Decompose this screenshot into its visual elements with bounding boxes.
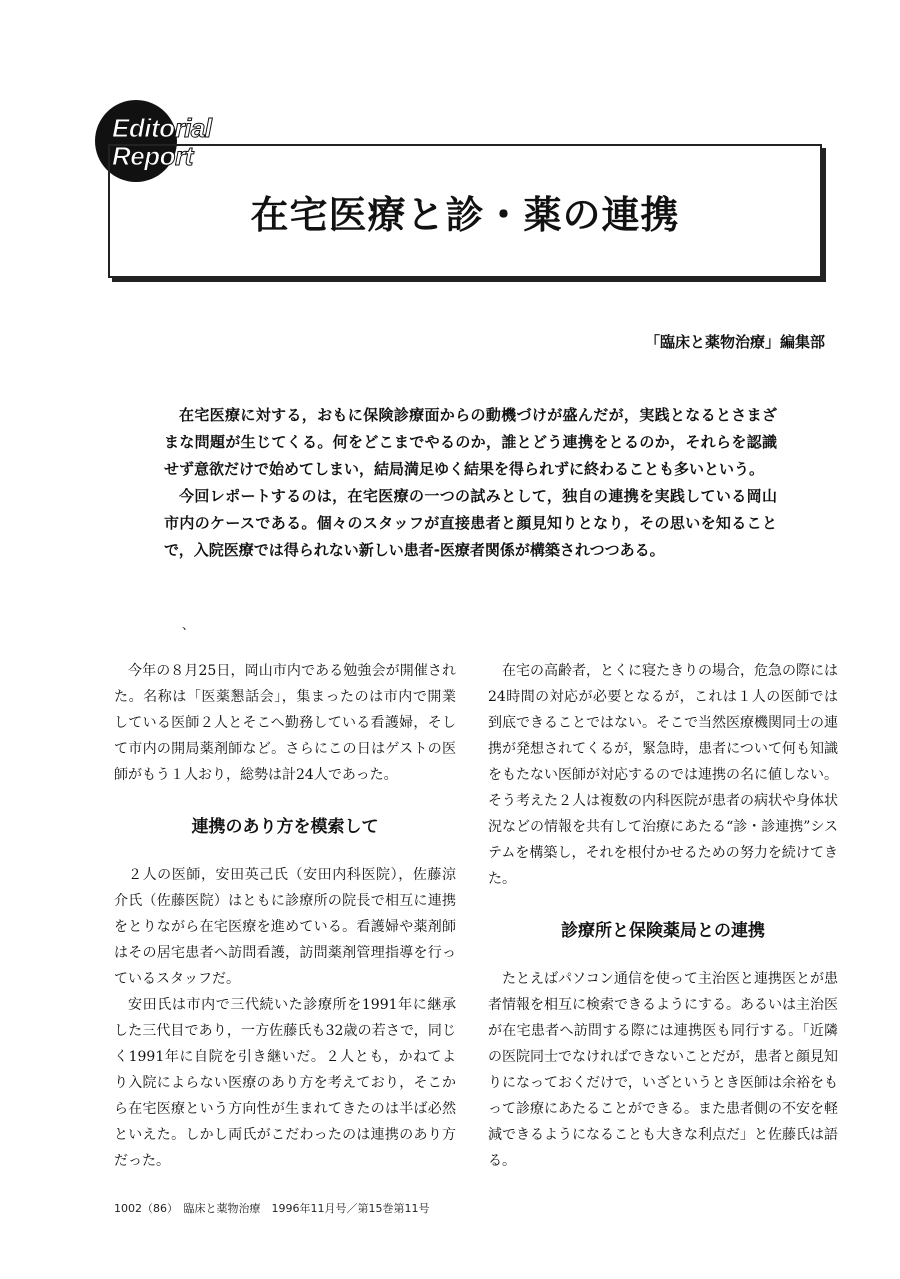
right-column bbox=[488, 658, 838, 1174]
section-heading: 連携のあり方を模索して bbox=[191, 817, 379, 837]
body-paragraph: 今年の８月25日，岡山市内である勉強会が開催された。名称は「医薬懇話会」，集まったのは市内で開業している医師２人とそこへ勤務している看護婦，そして市内の開局薬剤師など。さらにこの日はゲストの医師がもう１人おり，総勢は計24人であった。 bbox=[114, 663, 456, 783]
badge-line-2: Report bbox=[112, 141, 193, 171]
lead-paragraph-1: 在宅医療に対する，おもに保険診療面からの動機づけが盛んだが，実践となるとさまざまな問題が生じてくる。何をどこまでやるのか，誰とどう連携をとるのか，それらを認識せず意欲だけで始めてしまい，結局満足ゆく結果を得られずに終わることも多いという。 bbox=[164, 406, 777, 478]
body-paragraph: ２人の医師，安田英己氏（安田内科医院），佐藤涼介氏（佐藤医院）はともに診療所の院長で相互に連携をとりながら在宅医療を進めている。看護婦や薬剤師はその居宅患者へ訪問看護，訪問薬剤管理指導を行っているスタッフだ。 bbox=[114, 867, 456, 987]
article-title: 在宅医療と診・薬の連携 bbox=[250, 192, 680, 237]
editor-credit: 「臨床と薬物治療」編集部 bbox=[644, 333, 825, 351]
body-paragraph: 在宅の高齢者，とくに寝たきりの場合，危急の際には24時間の対応が必要となるが，これは１人の医師では到底できることではない。そこで当然医療機関同士の連携が発想されてくるが，緊急時，患者について何も知識をもたない医師が対応するのでは連携の名に値しない。そう考えた２人は複数の内科医院が患者の病状や身体状況などの情報を共有して治療にあたる“診・診連携”システムを構築し，それを根付かせるための努力を続けてきた。 bbox=[488, 663, 838, 887]
stray-mark: 、 bbox=[182, 618, 195, 632]
page-footer: 1002（86） 臨床と薬物治療 1996年11月号／第15巻第11号 bbox=[114, 1202, 430, 1215]
body-paragraph: たとえばパソコン通信を使って主治医と連携医とが患者情報を相互に検索できるようにする。あるいは主治医が在宅患者へ訪問する際には連携医も同行する。「近隣の医院同士でなければできないことだが，患者と顔見知りになっておくだけで，いざというとき医師は余裕をもって診療にあたることができる。また患者側の不安を軽減できるようになることも大きな利点だ」と佐藤氏は語る。 bbox=[488, 971, 838, 1169]
section-heading: 診療所と保険薬局との連携 bbox=[561, 921, 765, 941]
title-box bbox=[108, 141, 822, 278]
left-column bbox=[114, 658, 456, 1174]
body-paragraph: 安田氏は市内で三代続いた診療所を1991年に継承した三代目であり，一方佐藤氏も32歳の若さで，同じく1991年に自院を引き継いだ。２人とも，かねてより入院によらない医療のあり方を考えており，そこから在宅医療という方向性が生まれてきたのは半ば必然といえた。しかし両氏がこだわったのは連携のあり方だった。 bbox=[114, 997, 456, 1169]
lead-paragraph-2: 今回レポートするのは，在宅医療の一つの試みとして，独自の連携を実践している岡山市内のケースである。個々のスタッフが直接患者と顔見知りとなり，その思いを知ることで，入院医療では得られない新しい患者-医療者関係が構築されつつある。 bbox=[164, 487, 777, 559]
badge-line-1: Editorial bbox=[112, 113, 212, 143]
lead-paragraphs bbox=[164, 402, 777, 564]
